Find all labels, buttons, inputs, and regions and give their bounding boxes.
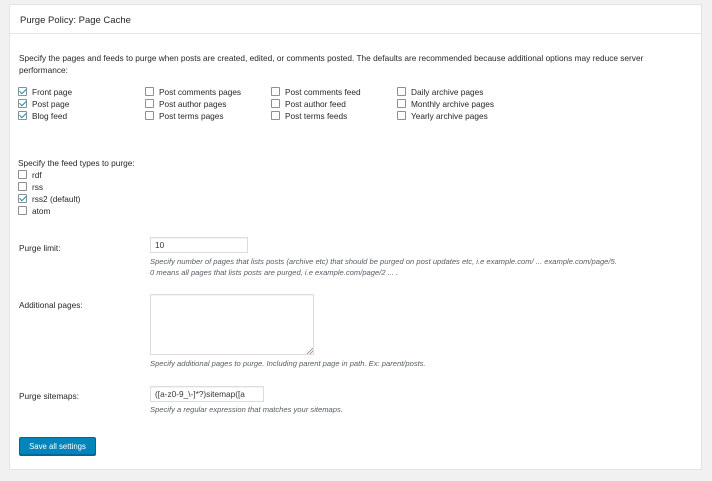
save-all-settings-button[interactable]: Save all settings [19, 437, 96, 455]
intro-text: Specify the pages and feeds to purge when posts are created, edited, or comments posted. The defaults are recommended because additional options may reduce server performance: [19, 53, 644, 75]
rss2-checkbox[interactable] [18, 194, 27, 203]
purge-limit-description-line1: Specify number of pages that lists posts (archive etc) that should be purged on post updates etc, i.e example.com/ ... example.com/page/5. [150, 257, 617, 266]
front-page-checkbox[interactable] [18, 87, 27, 96]
post-comments-pages-label: Post comments pages [159, 87, 242, 97]
atom-checkbox[interactable] [18, 206, 27, 215]
post-author-feed-checkbox[interactable] [271, 99, 280, 108]
feed-types-heading: Specify the feed types to purge: [18, 158, 135, 168]
post-page-label: Post page [32, 99, 70, 109]
textarea-resize-grip[interactable] [307, 348, 313, 354]
post-page-checkbox[interactable] [18, 99, 27, 108]
additional-pages-description: Specify additional pages to purge. Including parent page in path. Ex: parent/posts. [150, 359, 426, 368]
atom-label: atom [32, 206, 51, 216]
additional-pages-label: Additional pages: [19, 300, 83, 310]
yearly-archive-pages-label: Yearly archive pages [411, 111, 488, 121]
post-terms-feeds-label: Post terms feeds [285, 111, 348, 121]
blog-feed-checkbox[interactable] [18, 111, 27, 120]
purge-limit-input[interactable]: 10 [150, 237, 248, 253]
post-author-feed-label: Post author feed [285, 99, 346, 109]
post-author-pages-label: Post author pages [159, 99, 227, 109]
front-page-label: Front page [32, 87, 73, 97]
post-terms-feeds-checkbox[interactable] [271, 111, 280, 120]
purge-sitemaps-input[interactable]: ([a-z0-9_\-]*?)sitemap([a [150, 386, 264, 402]
monthly-archive-pages-checkbox[interactable] [397, 99, 406, 108]
rss-label: rss [32, 182, 44, 192]
yearly-archive-pages-checkbox[interactable] [397, 111, 406, 120]
blog-feed-label: Blog feed [32, 111, 68, 121]
post-comments-feed-checkbox[interactable] [271, 87, 280, 96]
rdf-label: rdf [32, 170, 42, 180]
post-author-pages-checkbox[interactable] [145, 99, 154, 108]
additional-pages-textarea[interactable] [150, 294, 314, 355]
rdf-checkbox[interactable] [18, 170, 27, 179]
purge-limit-description-line2: 0 means all pages that lists posts are purged, i.e example.com/page/2 ... . [150, 268, 399, 277]
purge-sitemaps-description: Specify a regular expression that matches your sitemaps. [150, 405, 343, 414]
rss2-label: rss2 (default) [32, 194, 81, 204]
monthly-archive-pages-label: Monthly archive pages [411, 99, 495, 109]
purge-limit-label: Purge limit: [19, 243, 61, 253]
settings-panel [9, 4, 702, 470]
purge-sitemaps-label: Purge sitemaps: [19, 391, 79, 401]
rss-checkbox[interactable] [18, 182, 27, 191]
post-comments-pages-checkbox[interactable] [145, 87, 154, 96]
post-comments-feed-label: Post comments feed [285, 87, 361, 97]
post-terms-pages-label: Post terms pages [159, 111, 224, 121]
post-terms-pages-checkbox[interactable] [145, 111, 154, 120]
daily-archive-pages-checkbox[interactable] [397, 87, 406, 96]
daily-archive-pages-label: Daily archive pages [411, 87, 484, 97]
panel-title: Purge Policy: Page Cache [10, 5, 701, 34]
